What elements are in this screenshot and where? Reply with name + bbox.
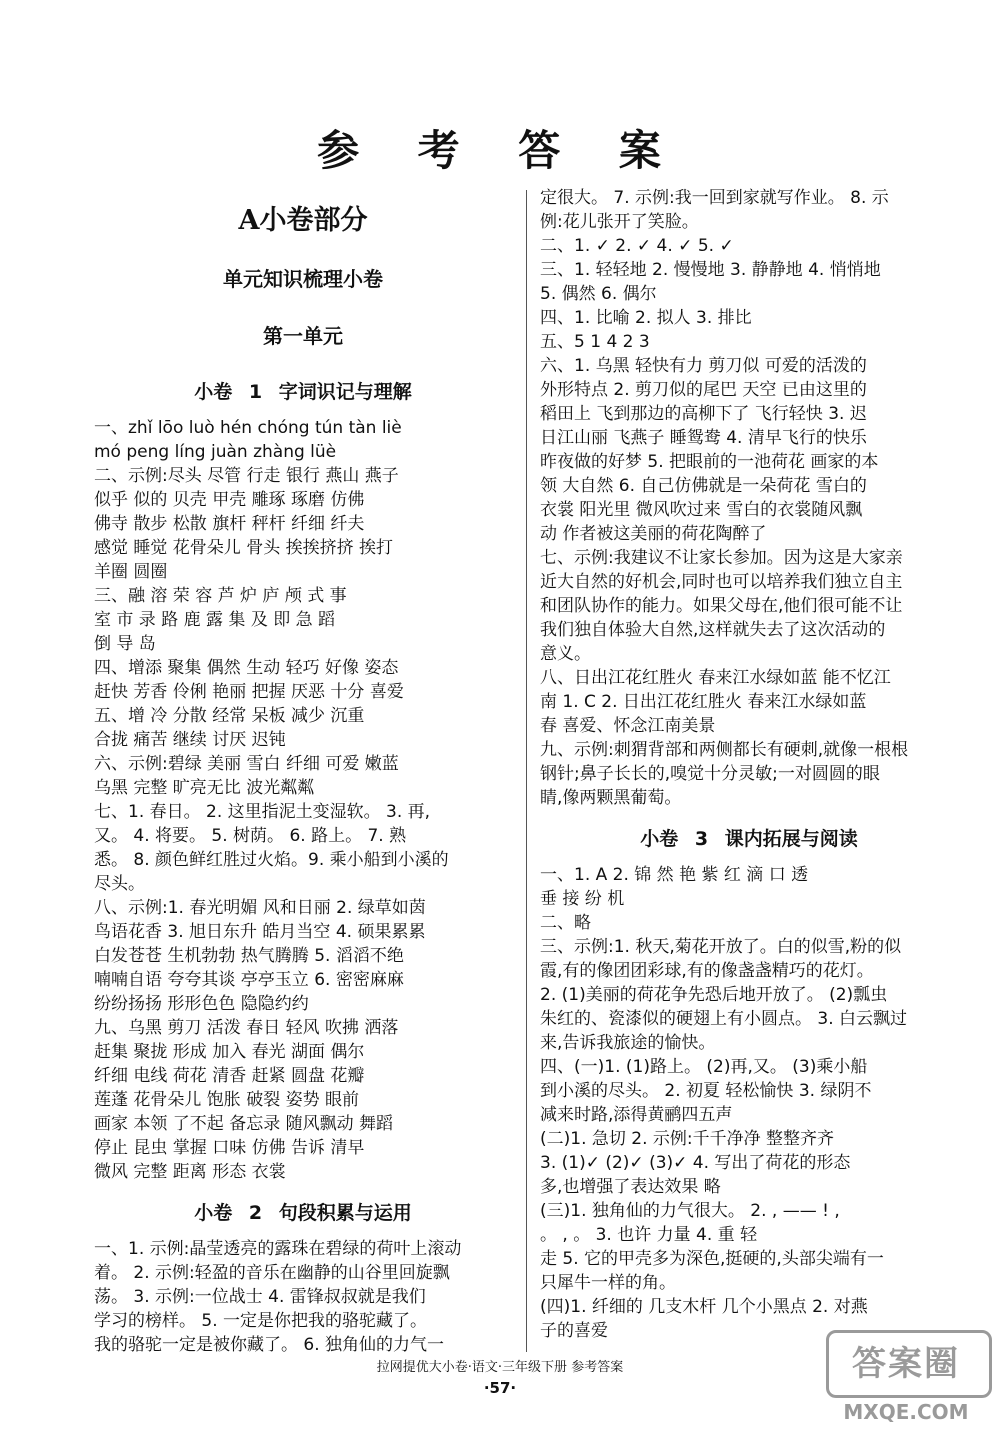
answer-line: 三、1. 轻轻地 2. 慢慢地 3. 静静地 4. 悄悄地 (540, 260, 881, 280)
answer-line: 垂 接 纷 机 (540, 889, 625, 909)
answer-line: 到小溪的尽头。 2. 初夏 轻松愉快 3. 绿阴不 (540, 1081, 872, 1101)
column-divider (526, 190, 527, 1352)
answer-line: 悉。 8. 颜色鲜红胜过火焰。9. 乘小船到小溪的 (94, 850, 449, 870)
answer-line: 二、示例:尽头 尽管 行走 银行 燕山 燕子 (94, 466, 399, 486)
answer-line: 一、1. 示例:晶莹透亮的露珠在碧绿的荷叶上滚动 (94, 1239, 462, 1259)
answer-line: (三)1. 独角仙的力气很大。 2. , —— ! , (540, 1201, 840, 1221)
answer-line: 喃喃自语 夸夸其谈 亭亭玉立 6. 密密麻麻 (94, 970, 404, 990)
answer-line: 四、(一)1. (1)路上。 (2)再,又。 (3)乘小船 (540, 1057, 868, 1077)
answer-line: 荡。 3. 示例:一位战士 4. 雷锋叔叔就是我们 (94, 1287, 426, 1307)
answer-line: 微风 完整 距离 形态 衣裳 (94, 1162, 286, 1182)
answer-line: 钢针;鼻子长长的,嗅觉十分灵敏;一对圆圆的眼 (540, 764, 880, 784)
answer-line: 佛寺 散步 松散 旗杆 秤杆 纤细 纤夫 (94, 514, 365, 534)
quiz1-answers (94, 416, 512, 1184)
answer-line: 领 大自然 6. 自己仿佛就是一朵荷花 雪白的 (540, 476, 867, 496)
answer-line: 三、融 溶 荣 容 芦 炉 庐 颅 式 事 (94, 586, 347, 606)
answer-line: 走 5. 它的甲壳多为深色,挺硬的,头部尖端有一 (540, 1249, 884, 1269)
book-info: 拉网提优大小卷·语文·三年级下册 参考答案 (376, 1360, 624, 1375)
answer-line: 2. (1)美丽的荷花争先恐后地开放了。 (2)瓢虫 (540, 985, 888, 1005)
answer-line: 五、5 1 4 2 3 (540, 332, 650, 352)
watermark-text: 答案圈 (852, 1344, 960, 1384)
answer-line: 二、略 (540, 913, 591, 933)
answer-line: 莲蓬 花骨朵儿 饱胀 破裂 姿势 眼前 (94, 1090, 360, 1110)
answer-line: 着。 2. 示例:轻盈的音乐在幽静的山谷里回旋飘 (94, 1263, 450, 1283)
answer-line: 来,告诉我旅途的愉快。 (540, 1033, 716, 1053)
answer-line: 南 1. C 2. 日出江花红胜火 春来江水绿如蓝 (540, 692, 867, 712)
page-number: ·57· (483, 1379, 517, 1397)
answer-line: 衣裳 阳光里 微风吹过来 雪白的衣裳随风飘 (540, 500, 863, 520)
answer-line: 羊圈 圆圈 (94, 562, 168, 582)
answer-line: 减来时路,添得黄鹂四五声 (540, 1105, 733, 1125)
answer-line: 日江山丽 飞燕子 睡鸳鸯 4. 清早飞行的快乐 (540, 428, 867, 448)
quiz3-title: 小卷 3 课内拓展与阅读 (640, 828, 858, 850)
answer-line: 纤细 电线 荷花 清香 赶紧 圆盘 花瓣 (94, 1066, 365, 1086)
quiz2-continued-answers (540, 186, 958, 810)
answer-line: 停止 昆虫 掌握 口味 仿佛 告诉 清早 (94, 1138, 365, 1158)
quiz3-answers (540, 863, 958, 1343)
answer-line: 画家 本领 了不起 备忘录 随风飘动 舞蹈 (94, 1114, 394, 1134)
right-column (540, 186, 958, 1343)
answer-line: 合拢 痛苦 继续 讨厌 迟钝 (94, 730, 286, 750)
answer-line: 学习的榜样。 5. 一定是你把我的骆驼藏了。 (94, 1311, 428, 1331)
answer-line: 乌黑 完整 旷亮无比 波光粼粼 (94, 778, 315, 798)
answer-line: mó peng líng juàn zhàng lüè (94, 442, 337, 462)
answer-line: 又。 4. 将要。 5. 树荫。 6. 路上。 7. 熟 (94, 826, 407, 846)
answer-line: 和团队协作的能力。如果父母在,他们很可能不让 (540, 596, 903, 616)
answer-line: (四)1. 纤细的 几支木杆 几个小黑点 2. 对燕 (540, 1297, 868, 1317)
left-column (94, 190, 512, 1357)
answer-line: 霞,有的像团团彩球,有的像盏盏精巧的花灯。 (540, 961, 874, 981)
answer-line: 室 市 录 路 鹿 露 集 及 即 急 蹈 (94, 610, 336, 630)
section-title: 单元知识梳理小卷 (223, 267, 383, 291)
watermark-url: MXQE.COM (843, 1400, 969, 1424)
answer-line: 七、示例:我建议不让家长参加。因为这是大家亲 (540, 548, 903, 568)
quiz2-title: 小卷 2 句段积累与运用 (194, 1202, 412, 1224)
answer-line: 睛,像两颗黑葡萄。 (540, 788, 682, 808)
answer-line: 七、1. 春日。 2. 这里指泥土变湿软。 3. 再, (94, 802, 431, 822)
answer-line: 赶集 聚拢 形成 加入 春光 湖面 偶尔 (94, 1042, 365, 1062)
answer-line: 一、1. A 2. 锦 然 艳 紫 红 滴 口 透 (540, 865, 809, 885)
answer-line: (二)1. 急切 2. 示例:千千净净 整整齐齐 (540, 1129, 835, 1149)
answer-line: 倒 导 岛 (94, 634, 156, 654)
answer-line: 鸟语花香 3. 旭日东升 皓月当空 4. 硕果累累 (94, 922, 426, 942)
answer-line: 九、乌黑 剪刀 活泼 春日 轻风 吹拂 洒落 (94, 1018, 399, 1038)
answer-line: 子的喜爱 (540, 1321, 608, 1341)
answer-line: 外形特点 2. 剪刀似的尾巴 天空 已由这里的 (540, 380, 867, 400)
answer-line: 赶快 芳香 伶俐 艳丽 把握 厌恶 十分 喜爱 (94, 682, 404, 702)
answer-line: 春 喜爱、怀念江南美景 (540, 716, 716, 736)
answer-line: 近大自然的好机会,同时也可以培养我们独立自主 (540, 572, 903, 592)
answer-line: 四、增添 聚集 偶然 生动 轻巧 好像 姿态 (94, 658, 399, 678)
answer-line: 五、增 冷 分散 经常 呆板 减少 沉重 (94, 706, 365, 726)
answer-line: 意义。 (540, 644, 591, 664)
answer-line: 定很大。 7. 示例:我一回到家就写作业。 8. 示 (540, 188, 889, 208)
answer-line: 似乎 似的 贝壳 甲壳 雕琢 琢磨 仿佛 (94, 490, 365, 510)
answer-line: 我们独自体验大自然,这样就失去了这次活动的 (540, 620, 886, 640)
answer-line: 八、日出江花红胜火 春来江水绿如蓝 能不忆江 (540, 668, 891, 688)
answer-line: 八、示例:1. 春光明媚 风和日丽 2. 绿草如茵 (94, 898, 426, 918)
answer-line: 六、示例:碧绿 美丽 雪白 纤细 可爱 嫩蓝 (94, 754, 399, 774)
watermark-logo (826, 1330, 988, 1430)
answer-line: 5. 偶然 6. 偶尔 (540, 284, 657, 304)
answer-line: 朱红的、瓷漆似的硬翅上有小圆点。 3. 白云飘过 (540, 1009, 908, 1029)
part-title: A小卷部分 (238, 205, 368, 236)
answer-line: 我的骆驼一定是被你藏了。 6. 独角仙的力气一 (94, 1335, 445, 1355)
answer-line: 四、1. 比喻 2. 拟人 3. 排比 (540, 308, 752, 328)
answer-line: 只犀牛一样的角。 (540, 1273, 676, 1293)
answer-line: 动 作者被这美丽的荷花陶醉了 (540, 524, 767, 544)
quiz2-answers (94, 1237, 512, 1357)
answer-line: 三、示例:1. 秋天,菊花开放了。白的似雪,粉的似 (540, 937, 902, 957)
answer-line: 稻田上 飞到那边的高柳下了 飞行轻快 3. 迟 (540, 404, 867, 424)
answer-line: 例:花儿张开了笑脸。 (540, 212, 699, 232)
page-title: 参 考 答 案 (317, 126, 683, 175)
quiz1-title: 小卷 1 字词识记与理解 (194, 381, 412, 403)
answer-line: 九、示例:刺猬背部和两侧都长有硬刺,就像一根根 (540, 740, 909, 760)
answer-line: 尽头。 (94, 874, 145, 894)
answer-line: 六、1. 乌黑 轻快有力 剪刀似 可爱的活泼的 (540, 356, 867, 376)
answer-line: 一、zhǐ lōo luò hén chóng tún tàn liè (94, 418, 402, 438)
answer-line: 3. (1)✓ (2)✓ (3)✓ 4. 写出了荷花的形态 (540, 1153, 851, 1173)
answer-line: 纷纷扬扬 形形色色 隐隐约约 (94, 994, 309, 1014)
answer-line: 二、1. ✓ 2. ✓ 4. ✓ 5. ✓ (540, 236, 734, 256)
answer-line: 。 , 。 3. 也许 力量 4. 重 轻 (540, 1225, 758, 1245)
answer-line: 昨夜做的好梦 5. 把眼前的一池荷花 画家的本 (540, 452, 879, 472)
unit-title: 第一单元 (263, 324, 343, 348)
answer-line: 多,也增强了表达效果 略 (540, 1177, 721, 1197)
answer-line: 感觉 睡觉 花骨朵儿 骨头 挨挨挤挤 挨打 (94, 538, 394, 558)
answer-line: 白发苍苍 生机勃勃 热气腾腾 5. 滔滔不绝 (94, 946, 404, 966)
